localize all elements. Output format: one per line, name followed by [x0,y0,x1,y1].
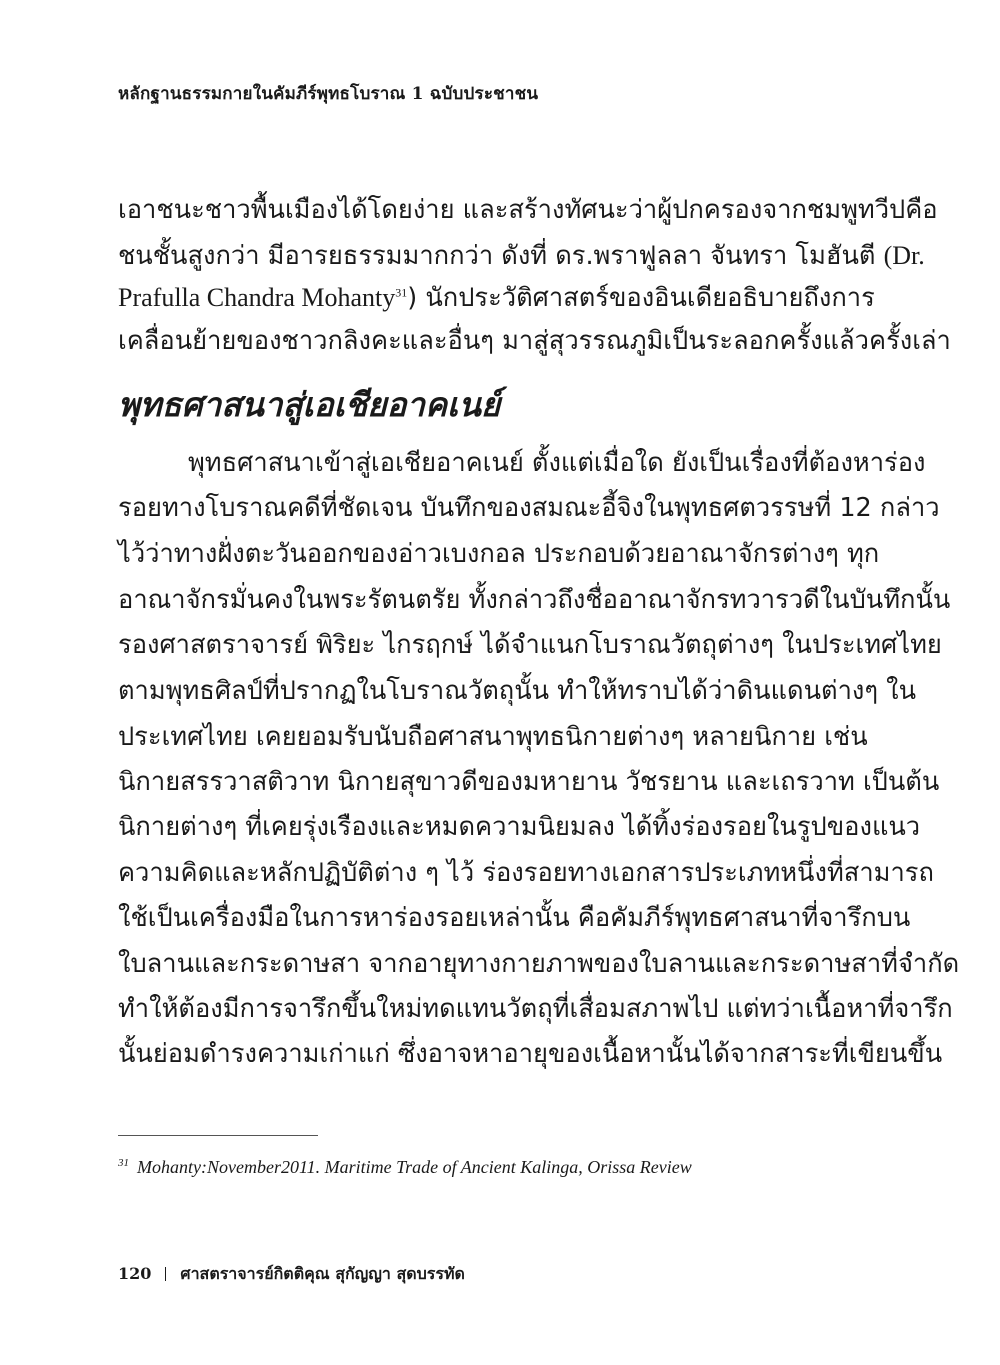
paragraph-line [118,238,925,274]
paragraph-line: นิกายต่างๆ ที่เคยรุ่งเรืองและหมดความนิยมลง ได้ทิ้งร่องรอยในรูปของแนว [118,812,921,842]
footer-separator [165,1267,166,1281]
paragraph-line [118,280,875,316]
footer-author: ศาสตราจารย์กิตติคุณ สุกัญญา สุดบรรทัด [180,1264,465,1283]
footnote-reference[interactable]: 31 [395,285,408,300]
running-title: หลักฐานธรรมกายในคัมภีร์พุทธโบราณ 1 ฉบับประชาชน [118,84,539,104]
footnote-number: 31 [118,1157,129,1169]
paragraph-text: ) นักประวัติศาสตร์ของอินเดียอธิบายถึงการ [407,283,875,313]
paragraph-line: ความคิดและหลักปฏิบัติต่าง ๆ ไว้ ร่องรอยทางเอกสารประเภทหนึ่งที่สามารถ [118,858,934,888]
section-heading: พุทธศาสนาสู่เอเชียอาคเนย์ [118,385,501,424]
paragraph-text: ชนชั้นสูงกว่า มีอารยธรรมมากกว่า ดังที่ ดร.พราฟูลลา จันทรา โมฮันตี [118,241,876,271]
page-number: 120 [118,1264,152,1283]
footnote-divider [118,1135,318,1136]
paragraph-line: ใบลานและกระดาษสา จากอายุทางกายภาพของใบลานและกระดาษสาที่จำกัด [118,949,960,979]
paragraph-text-latin: (Dr. [883,241,925,270]
page-footer [118,1262,465,1287]
paragraph-line: นั้นย่อมดำรงความเก่าแก่ ซึ่งอาจหาอายุของเนื้อหานั้นได้จากสาระที่เขียนขึ้น [118,1039,943,1069]
paragraph-line: เอาชนะชาวพื้นเมืองได้โดยง่าย และสร้างทัศนะว่าผู้ปกครองจากชมพูทวีปคือ [118,195,938,225]
paragraph-line: นิกายสรรวาสติวาท นิกายสุขาวดีของมหายาน วัชรยาน และเถรวาท เป็นต้น [118,767,940,797]
paragraph-line: ไว้ว่าทางฝั่งตะวันออกของอ่าวเบงกอล ประกอบด้วยอาณาจักรต่างๆ ทุก [118,539,880,569]
paragraph-line: รองศาสตราจารย์ พิริยะ ไกรฤกษ์ ได้จำแนกโบราณวัตถุต่างๆ ในประเทศไทย [118,630,942,660]
paragraph-line: รอยทางโบราณคดีที่ชัดเจน บันทึกของสมณะอี้จิงในพุทธศตวรรษที่ 12 กล่าว [118,493,940,523]
footnote-text: Mohanty:November2011. Maritime Trade of Ancient Kalinga, Orissa Review [137,1157,692,1177]
footnote [118,1155,692,1179]
paragraph-line: เคลื่อนย้ายของชาวกลิงคะและอื่นๆ มาสู่สุวรรณภูมิเป็นระลอกครั้งแล้วครั้งเล่า [118,326,951,356]
paragraph-line: ประเทศไทย เคยยอมรับนับถือศาสนาพุทธนิกายต่างๆ หลายนิกาย เช่น [118,722,868,752]
paragraph-line: อาณาจักรมั่นคงในพระรัตนตรัย ทั้งกล่าวถึงชื่ออาณาจักรทวารวดีในบันทึกนั้น [118,585,951,615]
paragraph-line: ตามพุทธศิลป์ที่ปรากฏในโบราณวัตถุนั้น ทำให้ทราบได้ว่าดินแดนต่างๆ ใน [118,676,917,706]
author-name-latin: Prafulla Chandra Mohanty [118,283,396,312]
running-header [118,80,538,107]
paragraph-line: ใช้เป็นเครื่องมือในการหาร่องรอยเหล่านั้น คือคัมภีร์พุทธศาสนาที่จารึกบน [118,903,911,933]
paragraph-line: ทำให้ต้องมีการจารึกขึ้นใหม่ทดแทนวัตถุที่เสื่อมสภาพไป แต่ทว่าเนื้อหาที่จารึก [118,994,953,1024]
paragraph-line: พุทธศาสนาเข้าสู่เอเชียอาคเนย์ ตั้งแต่เมื่อใด ยังเป็นเรื่องที่ต้องหาร่อง [188,448,926,478]
